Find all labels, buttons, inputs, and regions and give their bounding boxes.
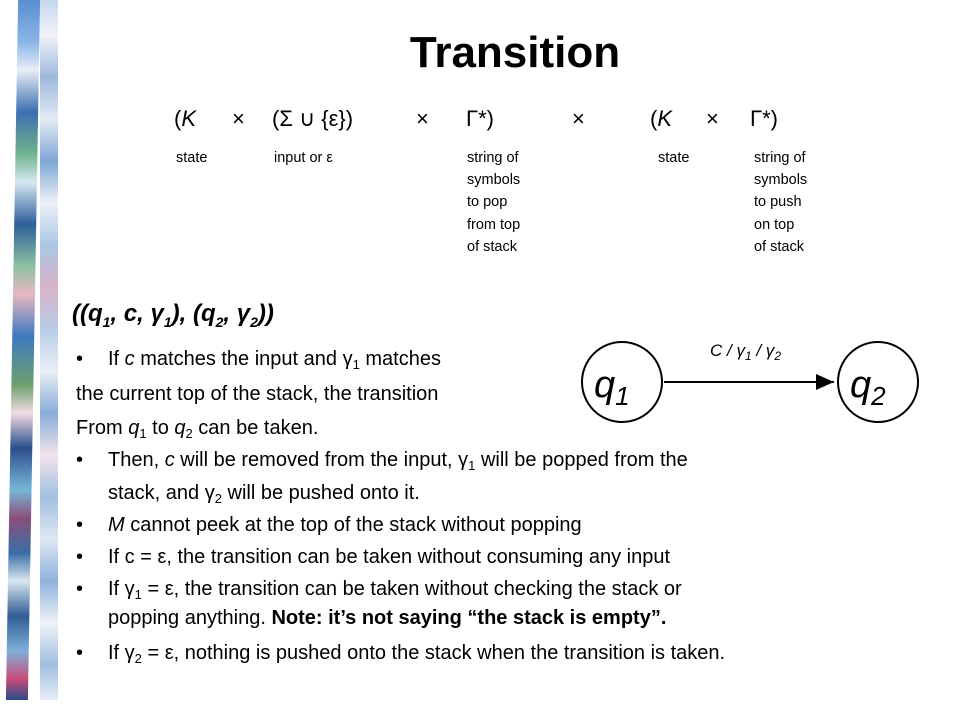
bullet-2-line-1: • Then, c will be removed from the input, $\gamma_1$ will be popped from the — [76, 449, 688, 473]
slide-title: Transition — [409, 28, 621, 77]
bullet-1-line-3: From $q_1$ to $q_2$ can be taken. — [76, 417, 319, 441]
edge-label: C / $\gamma_1 / \gamma_2$ — [710, 341, 781, 363]
label-push: string of symbols to push on top of stack — [754, 150, 808, 255]
bullet-4: • If c = ε, the transition can be taken without consuming any input — [76, 546, 671, 568]
decorative-border-strip — [6, 0, 40, 700]
bullet-1-line-1: • If c matches the input and $\gamma_1$ matches — [76, 348, 441, 372]
bullet-3: • M cannot peek at the top of the stack without popping — [76, 514, 582, 536]
label-input: input or ε — [274, 150, 333, 166]
sig-times-4: × — [706, 106, 719, 131]
sig-k2: K — [657, 106, 673, 131]
bullet-2-line-2: stack, and $\gamma_2$ will be pushed onto it. — [108, 482, 420, 506]
transition-tuple: (($q_1$, c, $\gamma_1$), ($q_2$, $\gamma_2$)) — [72, 300, 274, 330]
note-bold: Note: it’s not saying “the stack is empty”. — [271, 607, 667, 629]
label-state-2: state — [658, 150, 690, 166]
sig-open-paren-2: (K — [650, 106, 673, 131]
bullet-1-line-2: the current top of the stack, the transition — [76, 383, 439, 405]
sig-gamma-push: Γ*) — [750, 106, 779, 131]
sig-sigma: (Σ ∪ {ε}) — [272, 106, 354, 131]
sig-times-1: × — [232, 106, 245, 131]
bullet-5-line-2: popping anything. Note: it’s not saying “the stack is empty”. — [108, 607, 667, 629]
sig-open-paren: (K — [174, 106, 197, 131]
transition-diagram — [580, 330, 940, 440]
state-node-q2-label: $q_2$ — [850, 364, 886, 411]
label-state-1: state — [176, 150, 208, 166]
decorative-border-strip-light — [40, 0, 58, 700]
state-node-q1-label: $q_1$ — [594, 364, 630, 411]
sig-times-2: × — [416, 106, 429, 131]
sig-k1: K — [181, 106, 197, 131]
bullet-6: • If $\gamma_2 = \varepsilon$, nothing is pushed onto the stack when the transition is taken. — [76, 642, 726, 666]
bullet-5-line-1: • If $\gamma_1 = \varepsilon$, the transition can be taken without checking the stack or — [76, 578, 682, 602]
label-pop: string of symbols to pop from top of stack — [467, 150, 521, 255]
sig-gamma-pop: Γ*) — [466, 106, 495, 131]
sig-times-3: × — [572, 106, 585, 131]
